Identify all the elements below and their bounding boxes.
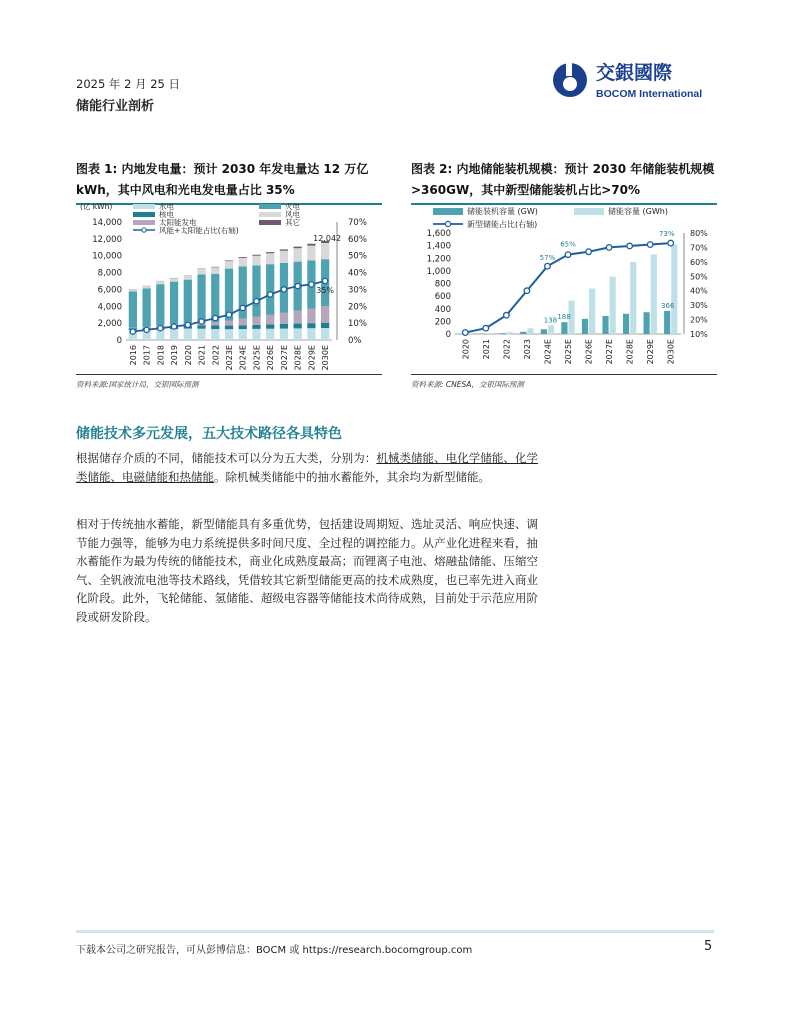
page-number: 5 <box>704 939 713 954</box>
chart1-x-tick: 2020 <box>183 345 193 366</box>
chart1-x-tick: 2019 <box>170 345 180 366</box>
figure1-source: 资料来源:国家统计局，交银国际预测 <box>76 380 199 389</box>
chart1-left-tick: 14,000 <box>92 218 122 228</box>
chart2-line-point <box>668 240 674 246</box>
chart1-bar-segment <box>156 281 164 284</box>
chart1-left-tick: 6,000 <box>97 285 122 296</box>
chart2-bar-gwh <box>651 254 657 334</box>
chart2-legend-swatch <box>433 208 463 215</box>
chart1-bar-segment <box>225 261 233 269</box>
chart1-bar-segment <box>239 329 247 340</box>
chart1-bar-segment <box>307 308 315 323</box>
chart1-bar-segment <box>307 246 315 261</box>
paragraph-1-lead: 根据储存介质的不同，储能技术可以分为五大类，分别为： <box>76 451 377 465</box>
chart1-bar-segment <box>197 329 205 340</box>
chart2-x-tick: 2026E <box>584 339 594 365</box>
chart2-left-tick: 600 <box>434 292 451 303</box>
chart1-right-tick: 30% <box>348 285 367 296</box>
chart1-bar-segment <box>252 317 260 325</box>
chart1-legend-swatch <box>259 204 281 209</box>
chart1-bar-segment <box>239 258 247 267</box>
chart1-line-point <box>323 278 328 283</box>
chart1-bar-segment <box>321 243 329 259</box>
chart1-bar-segment <box>280 324 288 329</box>
chart2-data-label: 366 <box>661 301 675 310</box>
bocom-logo <box>552 58 722 103</box>
chart2-line-point <box>504 312 510 318</box>
chart2-bar-gw <box>561 322 567 334</box>
chart1-bar-segment <box>294 248 302 261</box>
chart1-bar-segment <box>252 325 260 329</box>
chart1-x-tick: 2027E <box>279 345 289 371</box>
chart2-legend-label: 储能装机容量 (GW) <box>467 207 538 216</box>
chart1-bar-segment <box>321 323 329 328</box>
chart1-bar-segment <box>129 328 137 329</box>
chart1-bar-segment <box>197 269 205 275</box>
chart2-data-label: 65% <box>560 240 576 249</box>
logo-en-text: BOCOM International <box>596 88 703 100</box>
chart1-legend-line-label: 风能+太阳能占比(右轴) <box>159 226 239 235</box>
chart1-bar-segment <box>156 284 164 325</box>
figure2-bottom-rule <box>411 374 717 375</box>
chart1-left-tick: 4,000 <box>97 302 122 313</box>
chart1-unit-label: (亿 kWh) <box>80 203 113 211</box>
chart2-legend-line-label: 新型储能占比(右轴) <box>467 220 538 229</box>
chart2-bar-gwh <box>589 289 595 334</box>
chart1-x-tick: 2021 <box>197 345 207 366</box>
chart2-line-point <box>462 330 468 336</box>
chart1-bar-segment <box>225 321 233 326</box>
chart1-bar-segment <box>129 289 137 291</box>
bocom-logo-mark <box>552 58 722 103</box>
chart2-bar-gw <box>500 333 506 334</box>
chart1-bar-segment <box>129 291 137 327</box>
chart1-left-tick: 2,000 <box>97 319 122 330</box>
chart2-bar-gw <box>664 311 670 334</box>
chart1-x-tick: 2028E <box>293 345 303 371</box>
chart1-bar-segment <box>307 244 315 246</box>
chart1-bar-segment <box>197 325 205 328</box>
chart1-bar-segment <box>225 260 233 261</box>
chart1-line-point <box>213 315 218 320</box>
chart2-bar-gw <box>623 314 629 334</box>
chart2-x-tick: 2020 <box>461 339 471 360</box>
chart1-line-point <box>144 327 149 332</box>
chart1-line-point <box>281 287 286 292</box>
chart1-bar-segment <box>184 280 192 324</box>
chart1-left-tick: 0 <box>116 336 122 346</box>
chart2-left-tick: 800 <box>434 279 451 290</box>
chart1-x-tick: 2016 <box>128 345 138 366</box>
chart2-x-tick: 2027E <box>605 339 615 365</box>
section-heading: 储能技术多元发展，五大技术路径各具特色 <box>76 426 342 442</box>
chart1-legend-swatch <box>259 220 281 225</box>
chart1-left-tick: 10,000 <box>92 251 122 262</box>
chart1-line-point <box>295 283 300 288</box>
chart1-bar-segment <box>252 256 260 266</box>
chart1-right-tick: 40% <box>348 268 367 279</box>
chart1-bar-segment <box>307 328 315 340</box>
chart1-legend-swatch <box>133 220 155 225</box>
chart2-x-tick: 2028E <box>625 339 635 365</box>
figure2-source: 资料来源: CNESA，交银国际预测 <box>411 380 524 389</box>
chart2-data-label: 73% <box>658 230 675 239</box>
chart2-bar-gw <box>582 319 588 334</box>
chart1-left-tick: 8,000 <box>97 268 122 279</box>
figure1-bottom-rule <box>76 374 382 375</box>
chart2-left-tick: 200 <box>434 317 451 328</box>
chart2-left-tick: 1,600 <box>426 229 451 239</box>
chart1-bar-segment <box>321 328 329 340</box>
chart1-right-tick: 50% <box>348 251 367 262</box>
chart1-bar-segment <box>266 253 274 264</box>
chart1-bar-segment <box>197 274 205 322</box>
chart1-legend-swatch <box>133 204 155 209</box>
chart1-bar-segment <box>211 267 219 273</box>
figure2-title: 图表 2: 内地储能装机规模：预计 2030 年储能装机规模>360GW，其中新型储能装机占比>70% <box>411 162 715 197</box>
chart1-bar-segment <box>266 264 274 315</box>
chart1-line-end-label: 35% <box>316 286 335 295</box>
chart1-line-point <box>240 305 245 310</box>
chart1-legend <box>133 203 300 235</box>
chart1-bar-segment <box>252 255 260 256</box>
chart1-x-tick: 2026E <box>266 345 276 371</box>
chart1-bar-segment <box>225 326 233 330</box>
chart2-right-tick: 80% <box>690 229 708 238</box>
report-title: 储能行业剖析 <box>76 99 155 114</box>
chart2-line-point <box>627 243 633 249</box>
chart2-bar-gwh <box>610 277 616 334</box>
chart1-right-tick: 60% <box>348 234 367 245</box>
chart2-legend <box>433 206 668 229</box>
chart1-bar-segment <box>170 278 178 281</box>
chart1-line-point <box>226 312 231 317</box>
chart1-bar-segment <box>211 267 219 268</box>
chart1-bar-segment <box>266 315 274 325</box>
chart2-x-tick: 2022 <box>502 339 512 360</box>
chart1-bar-segment <box>294 247 302 249</box>
chart2-x-tick: 2023 <box>522 339 532 360</box>
chart1-legend-label: 其它 <box>285 218 300 227</box>
chart1-right-tick: 10% <box>348 319 367 330</box>
chart2-bar-gw <box>520 332 526 334</box>
chart2-data-label: 188 <box>557 313 571 322</box>
figure1-title: 图表 1: 内地发电量：预计 2030 年发电量达 12 万亿 kWh，其中风电和光电发电量占比 35% <box>76 162 369 197</box>
chart1-bar-segment <box>142 288 150 326</box>
chart1-legend-swatch <box>259 212 281 217</box>
paragraph-2: 相对于传统抽水蓄能，新型储能具有多重优势，包括建设周期短、选址灵活、响应快速、调节能力强等，能够为电力系统提供多时间尺度、全过程的调控能力。从产业化进程来看，抽水蓄能作为最为传统的储能技术，商业化成熟度最高；而锂离子电池、熔融盐储能、压缩空气、全钒液流电池等技术路线，凭借较其它新型储能更高的技术成熟度，也已率先进入商业化阶段。此外，飞轮储能、氢储能、超级电容器等储能技术尚待成熟，目前处于示范应用阶段或研发阶段。 <box>76 517 538 624</box>
chart2-bar-gwh <box>507 332 513 334</box>
chart2-bar-gwh <box>671 244 677 334</box>
chart1-bar-segment <box>211 322 219 326</box>
chart2-axes <box>427 229 709 364</box>
footer-text: 下载本公司之研究报告，可从彭博信息：BOCM 或 https://research.bocomgroup.com <box>76 945 473 956</box>
chart2-line-point <box>545 263 551 269</box>
chart1-total-label: 12,042 <box>313 234 342 244</box>
paragraph-1-underlined-categories: 机械类储能、电化学储能、化学类储能、电磁储能和热储能 <box>76 451 539 484</box>
chart1-bar-segment <box>280 313 288 324</box>
chart1-bar-segment <box>211 326 219 330</box>
chart1-legend-label: 火电 <box>285 203 300 211</box>
chart1-bar-segment <box>239 257 247 258</box>
chart1-bar-segment <box>294 311 302 324</box>
chart2-left-tick: 400 <box>434 304 451 315</box>
chart2-x-tick: 2030E <box>666 339 676 365</box>
chart2-line-point <box>524 288 530 294</box>
chart2-bar-gwh <box>548 325 554 334</box>
chart2-line-point <box>606 245 612 251</box>
chart2-x-tick: 2021 <box>481 339 491 360</box>
chart1-line-point <box>268 292 273 297</box>
chart2-left-tick: 1,200 <box>426 254 451 265</box>
chart1-right-tick: 0% <box>348 336 362 346</box>
chart1-line-point <box>171 324 176 329</box>
chart1-line-point <box>199 319 204 324</box>
chart1-power-generation <box>76 203 382 373</box>
chart1-line-point <box>254 299 259 304</box>
chart2-data-label: 138 <box>543 316 558 325</box>
chart1-legend-swatch <box>133 212 155 217</box>
chart1-bar-segment <box>142 286 150 289</box>
chart1-bars <box>129 241 330 340</box>
chart2-line-point <box>647 242 653 248</box>
chart2-right-tick: 40% <box>690 286 708 296</box>
chart1-line-point <box>309 282 314 287</box>
chart2-bar-gw <box>541 329 547 334</box>
chart1-x-tick: 2030E <box>321 345 331 371</box>
chart1-right-tick: 70% <box>348 218 367 228</box>
chart1-bar-segment <box>294 324 302 329</box>
chart1-bar-segment <box>170 329 178 340</box>
chart1-bar-segment <box>307 323 315 328</box>
paragraph-1 <box>76 449 538 486</box>
chart1-bar-segment <box>280 329 288 340</box>
chart1-x-tick: 2022 <box>211 345 221 366</box>
chart2-line-point <box>565 252 571 258</box>
chart1-bar-segment <box>211 329 219 340</box>
chart1-bar-segment <box>266 324 274 328</box>
chart2-right-tick: 20% <box>690 315 708 325</box>
chart1-x-tick: 2017 <box>142 345 152 366</box>
chart2-storage-capacity <box>411 203 717 373</box>
chart2-bar-gwh <box>527 328 533 334</box>
chart1-x-tick: 2025E <box>252 345 262 371</box>
chart1-bar-segment <box>280 251 288 263</box>
chart1-bar-segment <box>211 274 219 322</box>
chart1-bar-segment <box>252 329 260 340</box>
chart2-bar-gw <box>602 316 608 334</box>
chart1-line-point <box>185 322 190 327</box>
chart1-bar-segment <box>294 328 302 340</box>
chart1-line-point <box>158 326 163 331</box>
chart2-right-tick: 60% <box>690 257 708 267</box>
chart2-legend-line-marker <box>445 221 450 226</box>
chart1-legend-label: 太阳能发电 <box>159 218 197 227</box>
chart1-bar-segment <box>170 282 178 325</box>
chart2-right-tick: 70% <box>690 243 708 253</box>
chart2-bar-gwh <box>630 262 636 334</box>
chart2-left-tick: 1,000 <box>426 266 451 277</box>
chart1-bar-segment <box>321 306 329 323</box>
chart2-bar-gwh <box>486 333 492 334</box>
chart1-bar-segment <box>266 329 274 340</box>
chart2-legend-swatch <box>574 208 604 215</box>
chart1-bar-segment <box>239 319 247 326</box>
chart1-legend-label: 核电 <box>159 210 174 219</box>
chart1-legend-line-marker <box>142 228 146 232</box>
chart2-right-tick: 50% <box>690 272 708 282</box>
chart2-data-label: 57% <box>539 254 556 263</box>
chart1-bar-segment <box>225 329 233 340</box>
chart2-legend-label: 储能容量 (GWh) <box>608 207 668 216</box>
chart1-x-tick: 2029E <box>307 345 317 371</box>
chart1-x-tick: 2018 <box>156 345 166 366</box>
report-date: 2025 年 2 月 25 日 <box>76 77 180 91</box>
logo-cn-text: 交銀國際 <box>596 62 673 84</box>
chart1-legend-label: 水电 <box>159 203 174 211</box>
chart1-bar-segment <box>266 252 274 253</box>
chart1-bar-segment <box>280 249 288 250</box>
chart2-bar-gw <box>644 312 650 334</box>
chart1-bar-segment <box>184 329 192 340</box>
chart2-x-tick: 2025E <box>564 339 573 365</box>
chart2-line-point <box>586 249 592 255</box>
chart1-x-tick: 2023E <box>225 345 234 371</box>
chart2-left-tick: 0 <box>445 330 451 340</box>
chart2-x-tick: 2024E <box>543 339 553 365</box>
chart2-right-tick: 10% <box>690 330 708 339</box>
chart2-right-tick: 30% <box>690 301 708 311</box>
chart1-x-tick: 2024E <box>238 345 248 371</box>
chart1-bar-segment <box>184 276 192 280</box>
footer-rule <box>76 930 714 933</box>
paragraph-1-tail: 。除机械类储能中的抽水蓄能外，其余均为新型储能。 <box>214 469 490 484</box>
chart1-legend-label: 风电 <box>285 210 300 219</box>
chart1-bar-segment <box>239 325 247 329</box>
chart1-line-point <box>130 329 135 334</box>
chart1-left-tick: 12,000 <box>92 234 122 245</box>
chart2-line-point <box>483 325 489 331</box>
chart1-right-tick: 20% <box>348 302 367 313</box>
chart2-left-tick: 1,400 <box>426 241 451 252</box>
chart2-x-tick: 2029E <box>646 339 656 365</box>
chart1-bar-segment <box>252 265 260 316</box>
